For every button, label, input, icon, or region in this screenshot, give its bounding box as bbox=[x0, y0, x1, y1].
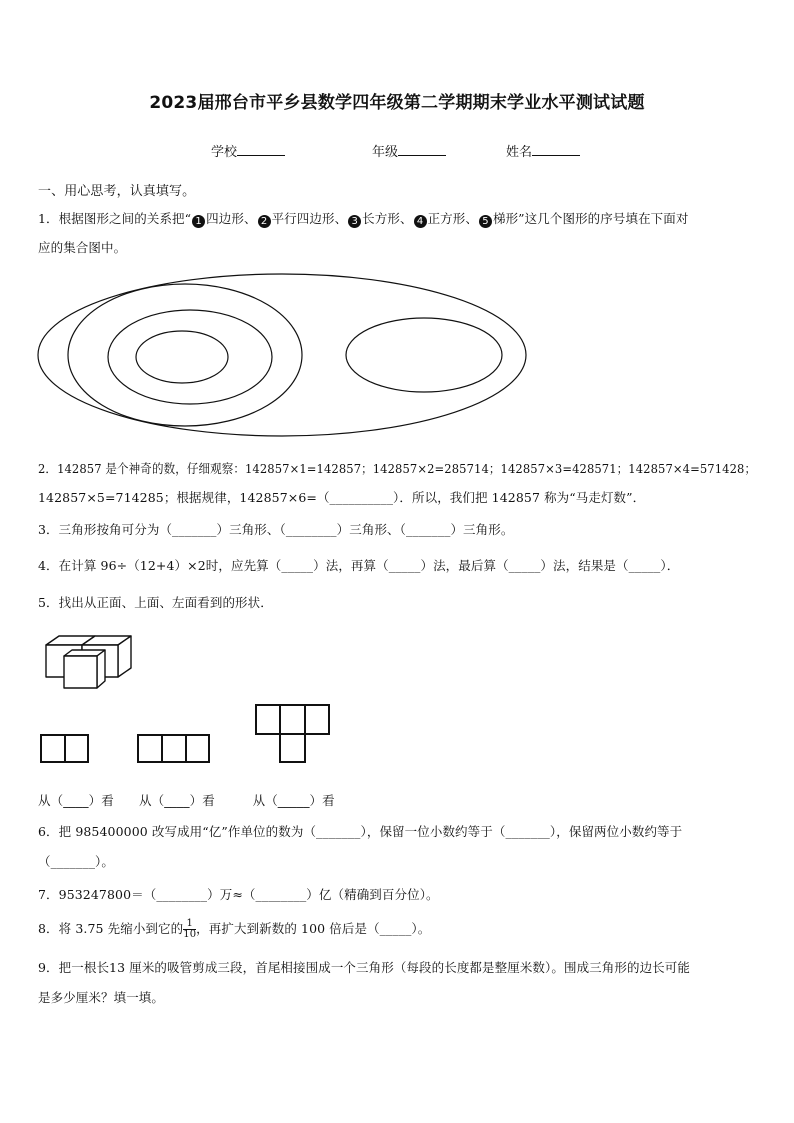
question-4: 4．在计算 96÷（12+4）×2时，应先算（_____）法，再算（_____）法，最后算（_____）法，结果是（_____）． bbox=[38, 558, 680, 573]
circled-number-1: 1 bbox=[192, 215, 205, 228]
question-6-line-1: 6．把 985400000 改写成用“亿”作单位的数为（_______），保留一位小数约等于（_______），保留两位小数约等于 bbox=[38, 824, 683, 839]
question-2-line-1: 2．142857 是个神奇的数，仔细观察：142857×1=142857；142857×2=285714；142857×3=428571；142857×4=571428； bbox=[38, 461, 757, 476]
view-3-square-3 bbox=[305, 705, 329, 734]
question-7: 7．953247800＝（________）万≈（________）亿（精确到百分位）。 bbox=[38, 887, 439, 902]
circled-number-5: 5 bbox=[479, 215, 492, 228]
view-3-square-4 bbox=[280, 734, 305, 762]
cube-front-side bbox=[97, 650, 105, 688]
circled-number-4: 4 bbox=[414, 215, 427, 228]
question-6-line-2: （_______）。 bbox=[38, 854, 115, 869]
view-2-square-2 bbox=[162, 735, 186, 762]
question-8: 8．将 3.75 先缩小到它的 $\frac{1}{10}$ ，再扩大到新数的 100 倍后是（_____）。 bbox=[38, 918, 431, 940]
cube-front-face bbox=[64, 656, 97, 688]
question-9-line-2: 是多少厘米？填一填。 bbox=[38, 990, 165, 1005]
view-3-square-1 bbox=[256, 705, 280, 734]
fraction-one-tenth: $\frac{1}{10}$ bbox=[183, 918, 197, 940]
view-labels: 从（____）看 从（____）看 从（_____）看 bbox=[38, 793, 335, 808]
view-1-square-2 bbox=[65, 735, 88, 762]
view-3-square-2 bbox=[280, 705, 305, 734]
question-5: 5．找出从正面、上面、左面看到的形状． bbox=[38, 595, 273, 610]
school-label: 学校 bbox=[211, 145, 238, 160]
view-1-square-1 bbox=[41, 735, 65, 762]
grade-label: 年级 bbox=[372, 145, 399, 160]
question-1-line-2: 应的集合图中。 bbox=[38, 240, 127, 255]
question-1-line-1: 1．根据图形之间的关系把“ 1 四边形、 2 平行四边形、 3 长方形、 4 正方形、 5 梯形”这几个图形的序号填在下面对 bbox=[38, 211, 689, 227]
circled-number-3: 3 bbox=[348, 215, 361, 228]
view-2-square-1 bbox=[138, 735, 162, 762]
question-2-line-2: 142857×5=714285；根据规律，142857×6=（__________）．所以，我们把 142857 称为“马走灯数”． bbox=[38, 490, 646, 505]
name-label: 姓名 bbox=[506, 145, 533, 160]
question-3: 3．三角形按角可分为（_______）三角形、（________）三角形、（_______）三角形。 bbox=[38, 522, 514, 537]
question-9-line-1: 9．把一根长13 厘米的吸管剪成三段，首尾相接围成一个三角形（每段的长度都是整厘米数）。围成三角形的边长可能 bbox=[38, 960, 690, 975]
section-heading: 一、用心思考，认真填写。 bbox=[38, 184, 196, 199]
view-2-square-3 bbox=[186, 735, 209, 762]
page-title: 2023届邢台市平乡县数学四年级第二学期期末学业水平测试试题 bbox=[149, 93, 645, 113]
circled-number-2: 2 bbox=[258, 215, 271, 228]
